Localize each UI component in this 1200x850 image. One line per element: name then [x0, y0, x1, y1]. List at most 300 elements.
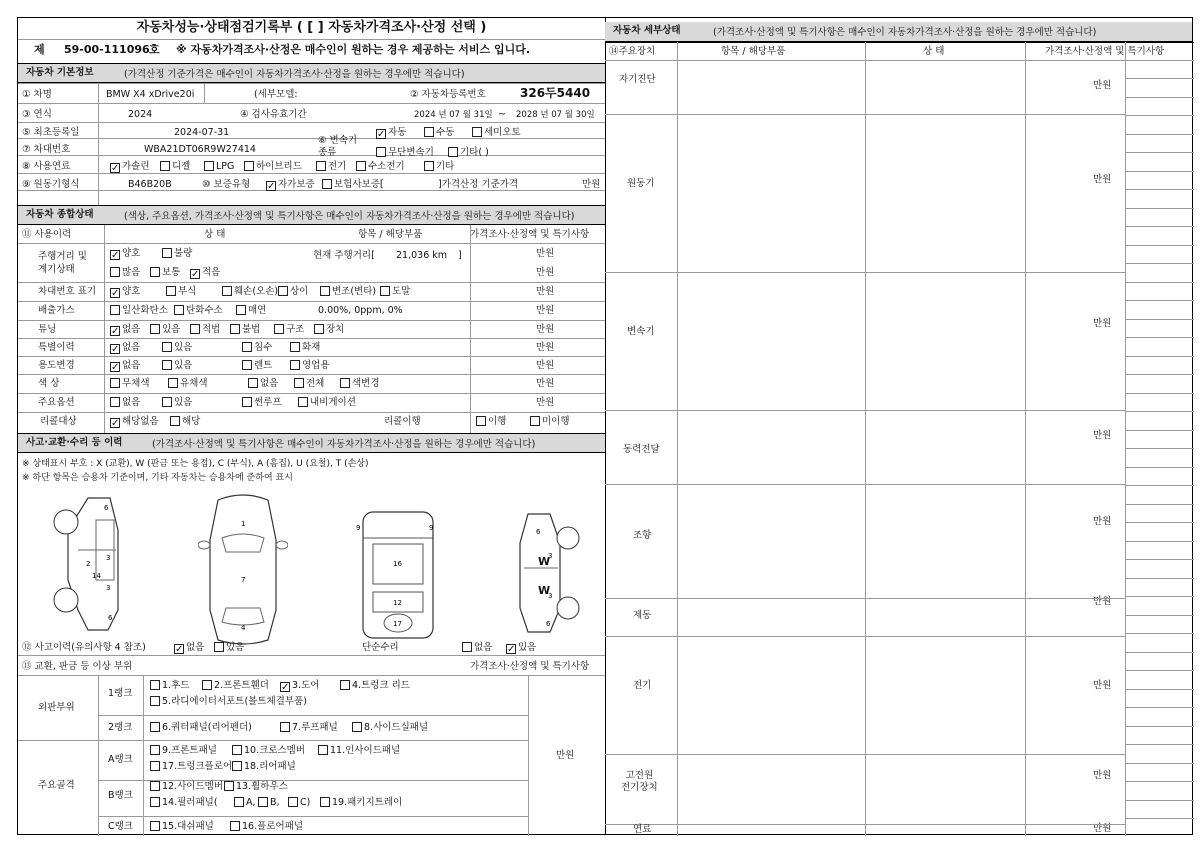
device-group-label: 변속기 [627, 326, 655, 337]
svg-text:12: 12 [393, 599, 402, 607]
rank1-item[interactable] [150, 696, 307, 708]
checkbox[interactable] [166, 286, 176, 296]
summary-option[interactable] [274, 324, 304, 336]
checkbox-label: 무단변속기 [388, 147, 434, 158]
checkbox[interactable] [204, 161, 214, 171]
checkbox[interactable] [150, 781, 160, 791]
rankB-item[interactable] [224, 781, 288, 793]
checkbox[interactable] [174, 305, 184, 315]
vin-label: ⑦ 차대번호 [22, 144, 71, 155]
checkbox[interactable] [314, 324, 324, 334]
detail-model-label: (세부모델: [254, 89, 298, 100]
divider [104, 282, 605, 283]
checkbox[interactable] [162, 360, 172, 370]
divider [1125, 171, 1194, 172]
rankA-item[interactable] [232, 761, 296, 773]
reg-no-value: 326두5440 [520, 86, 591, 100]
summary-row-label: 배출가스 [38, 305, 75, 316]
checkbox[interactable] [162, 397, 172, 407]
checkbox[interactable] [280, 722, 290, 732]
summary-price-unit: 만원 [536, 305, 555, 316]
svg-text:2: 2 [86, 560, 91, 568]
fuel-option[interactable] [424, 161, 454, 173]
divider [1125, 596, 1194, 597]
checkbox-label: 썬루프 [254, 397, 282, 408]
recall-option[interactable] [530, 416, 570, 428]
rankB-item[interactable] [320, 797, 402, 809]
divider [1125, 282, 1194, 283]
rank1-label: 1랭크 [108, 688, 133, 699]
transmission-option[interactable] [376, 147, 434, 159]
checkbox[interactable] [462, 642, 472, 652]
car-frame-diagram [353, 508, 443, 643]
rank2-item[interactable] [280, 722, 338, 734]
summary-option[interactable] [110, 324, 140, 336]
divider [98, 715, 528, 716]
checkbox[interactable]: ✓ [111, 418, 120, 429]
checkbox[interactable]: ✓ [111, 344, 120, 355]
summary-header [18, 205, 605, 225]
checkbox[interactable] [150, 821, 160, 831]
rank2-item[interactable] [150, 722, 252, 734]
checkbox-label: 해당 [182, 416, 201, 427]
divider [18, 740, 98, 741]
checkbox[interactable] [376, 147, 386, 157]
summary-option[interactable] [110, 248, 140, 260]
summary-option[interactable] [190, 324, 220, 336]
checkbox-label: 13.휠하우스 [236, 781, 288, 792]
summary-row-label: 특별이력 [38, 342, 75, 353]
summary-option[interactable] [110, 360, 140, 372]
rankA-item[interactable] [150, 761, 232, 773]
checkbox[interactable] [170, 416, 180, 426]
simple-repair-option[interactable] [506, 642, 536, 654]
divider [98, 816, 528, 817]
checkbox[interactable] [290, 342, 300, 352]
checkbox-label: 무채색 [122, 378, 150, 389]
year-value: 2024 [128, 109, 153, 120]
checkbox[interactable]: ✓ [111, 362, 120, 373]
rankB-item[interactable] [150, 781, 223, 793]
summary-col-status: 상 태 [204, 229, 226, 240]
checkbox[interactable] [290, 360, 300, 370]
summary-option[interactable] [150, 267, 180, 279]
inspection-record-form [17, 17, 1193, 835]
summary-option[interactable] [110, 397, 140, 409]
warranty-label: ⑩ 보증유형 [202, 179, 251, 190]
summary-option[interactable] [110, 416, 159, 428]
checkbox[interactable] [448, 147, 458, 157]
rankB-label: B랭크 [108, 790, 133, 801]
summary-price-unit: 만원 [536, 378, 555, 389]
checkbox-label: 양호 [122, 286, 141, 297]
checkbox-label: 보험사보증[ [334, 179, 384, 190]
summary-option[interactable] [298, 397, 356, 409]
summary-row-label: 차대번호 표기 [38, 286, 97, 297]
detail-header [605, 22, 1192, 42]
summary-option[interactable] [248, 378, 278, 390]
checkbox-label: 상이 [290, 286, 309, 297]
checkbox[interactable] [356, 161, 366, 171]
fuel-option[interactable] [160, 161, 190, 173]
divider [204, 83, 205, 103]
checkbox-label: 4.트렁크 리드 [352, 680, 410, 691]
summary-option[interactable] [110, 378, 150, 390]
divider [1125, 485, 1194, 486]
summary-option[interactable] [314, 324, 344, 336]
simple-repair-label: 단순수리 [362, 642, 399, 653]
checkbox[interactable] [230, 324, 240, 334]
checkbox[interactable] [340, 378, 350, 388]
checkbox-label: 없음 [186, 642, 205, 653]
summary-option[interactable] [190, 267, 220, 279]
checkbox[interactable] [320, 797, 330, 807]
checkbox-label: 미이행 [542, 416, 570, 427]
checkbox[interactable] [202, 680, 212, 690]
checkbox[interactable] [224, 781, 234, 791]
transmission-option[interactable] [472, 127, 521, 139]
device-group-label: 제동 [633, 610, 652, 621]
checkbox[interactable] [476, 416, 486, 426]
rankC-item[interactable] [150, 821, 214, 833]
checkbox[interactable] [472, 127, 482, 137]
checkbox[interactable] [110, 305, 120, 315]
inspect-label: ④ 검사유효기간 [240, 109, 307, 120]
fuel-option[interactable] [244, 161, 302, 173]
checkbox[interactable] [274, 324, 284, 334]
svg-text:3: 3 [548, 552, 553, 560]
svg-text:1: 1 [241, 520, 246, 528]
fuel-option[interactable] [110, 161, 150, 173]
summary-option[interactable] [242, 360, 272, 372]
checkbox[interactable]: ✓ [267, 181, 276, 192]
checkbox[interactable] [214, 642, 224, 652]
svg-text:3: 3 [106, 584, 111, 592]
svg-text:3: 3 [548, 592, 553, 600]
divider [18, 320, 605, 321]
checkbox[interactable] [234, 797, 244, 807]
rank1-item[interactable] [280, 680, 319, 692]
summary-option[interactable] [174, 305, 223, 317]
checkbox[interactable] [150, 324, 160, 334]
summary-option[interactable] [162, 248, 192, 260]
checkbox-label: 자동 [388, 127, 407, 138]
form-no-suffix: 호 [149, 43, 160, 56]
checkbox[interactable] [380, 286, 390, 296]
checkbox[interactable] [222, 286, 232, 296]
rankB-item[interactable] [258, 797, 280, 809]
checkbox[interactable] [230, 821, 240, 831]
checkbox-label: 화재 [302, 342, 321, 353]
divider [1125, 189, 1194, 190]
divider [1125, 726, 1194, 727]
checkbox[interactable] [162, 248, 172, 258]
accident-history-label: ⑫ 사고이력(유의사항 4 참조) [22, 642, 146, 653]
checkbox-label: 렌트 [254, 360, 273, 371]
divider [18, 155, 605, 156]
rankC-item[interactable] [230, 821, 303, 833]
checkbox[interactable] [236, 305, 246, 315]
summary-option[interactable] [290, 360, 330, 372]
rankB-item[interactable] [150, 797, 218, 809]
main-frame-label: 주요골격 [38, 780, 75, 791]
summary-row-label: 튜닝 [38, 324, 57, 335]
checkbox-label: 하이브리드 [256, 161, 302, 172]
rankA-item[interactable] [150, 745, 217, 757]
svg-text:6: 6 [546, 620, 551, 628]
checkbox[interactable] [258, 797, 268, 807]
transmission-label: ⑥ 변속기 종류 [318, 135, 358, 158]
checkbox[interactable] [316, 161, 326, 171]
fuel-label: ⑧ 사용연료 [22, 161, 71, 172]
checkbox[interactable]: ✓ [175, 644, 184, 655]
checkbox-label: 양호 [122, 248, 141, 259]
base-price-label: ]가격산정 기준가격 [438, 179, 519, 190]
checkbox[interactable]: ✓ [377, 129, 386, 140]
checkbox-label: 16.플로어패널 [242, 821, 303, 832]
summary-option[interactable] [230, 324, 260, 336]
warranty-option[interactable] [266, 179, 315, 191]
accident-history-option[interactable] [214, 642, 244, 654]
checkbox[interactable] [150, 722, 160, 732]
summary-option[interactable] [168, 378, 208, 390]
summary-option[interactable] [320, 286, 376, 298]
checkbox[interactable] [110, 397, 120, 407]
checkbox[interactable] [190, 324, 200, 334]
vin-value: WBA21DT06R9W27414 [144, 144, 256, 155]
basic-info-title: 자동차 기본정보 [26, 67, 94, 78]
divider [1125, 652, 1194, 653]
exchange-label: ⑬ 교환, 판금 등 이상 부위 [22, 661, 133, 672]
divider [104, 225, 105, 433]
device-group-label: 조향 [633, 530, 652, 541]
checkbox-label: 구조 [286, 324, 305, 335]
legend-passenger: ※ 하단 항목은 승용차 기준이며, 기타 자동차는 승용차에 준하여 표시 [22, 473, 293, 483]
checkbox[interactable] [150, 761, 160, 771]
checkbox[interactable] [232, 761, 242, 771]
divider [18, 122, 605, 123]
accident-header [18, 433, 605, 453]
detail-price-unit: 만원 [1093, 770, 1112, 781]
checkbox[interactable] [242, 342, 252, 352]
checkbox[interactable] [298, 397, 308, 407]
summary-option[interactable] [162, 397, 192, 409]
summary-option[interactable] [110, 267, 140, 279]
checkbox[interactable] [340, 680, 350, 690]
checkbox[interactable] [424, 127, 434, 137]
checkbox-label: 없음 [122, 342, 141, 353]
rank1-item[interactable] [202, 680, 269, 692]
engine-label: ⑨ 원동기형식 [22, 179, 80, 190]
detail-price-unit: 만원 [1093, 516, 1112, 527]
checkbox[interactable] [424, 161, 434, 171]
fuel-option[interactable] [204, 161, 234, 173]
checkbox[interactable]: ✓ [507, 644, 516, 655]
checkbox[interactable] [248, 378, 258, 388]
device-group-label: 연료 [633, 824, 652, 835]
engine-value: B46B20B [128, 179, 172, 190]
summary-option[interactable] [110, 286, 140, 298]
checkbox[interactable] [288, 797, 298, 807]
checkbox-label: 해당없음 [122, 416, 159, 427]
checkbox-label: 없음 [260, 378, 279, 389]
summary-option[interactable] [236, 305, 266, 317]
summary-option[interactable] [110, 342, 140, 354]
summary-price-unit: 만원 [536, 324, 555, 335]
detail-price-unit: 만원 [1093, 823, 1112, 834]
rankB-item[interactable] [288, 797, 310, 809]
summary-option[interactable] [170, 416, 200, 428]
checkbox[interactable]: ✓ [111, 250, 120, 261]
checkbox[interactable] [168, 378, 178, 388]
divider [18, 338, 605, 339]
summary-option[interactable] [242, 397, 282, 409]
car-name-label: ① 차명 [22, 89, 52, 100]
checkbox[interactable] [150, 680, 160, 690]
divider [98, 675, 99, 836]
transmission-option[interactable] [424, 127, 454, 139]
summary-option[interactable] [110, 305, 168, 317]
summary-option[interactable] [278, 286, 308, 298]
checkbox-label: 수동 [436, 127, 455, 138]
checkbox[interactable]: ✓ [111, 163, 120, 174]
checkbox-label: 장치 [326, 324, 345, 335]
checkbox[interactable] [322, 179, 332, 189]
divider [865, 42, 866, 836]
form-no-value: 59-00-111096 [64, 43, 150, 56]
checkbox-label: 7.루프패널 [292, 722, 338, 733]
warranty-option[interactable] [322, 179, 384, 191]
divider [1125, 670, 1194, 671]
divider [605, 636, 1125, 637]
checkbox[interactable] [318, 745, 328, 755]
summary-price-unit: 만원 [536, 267, 555, 278]
summary-col-history: ⑪ 사용이력 [22, 229, 72, 240]
checkbox-label: 3.도어 [292, 680, 320, 691]
checkbox-label: C) [300, 797, 311, 808]
checkbox-label: 있음 [174, 397, 193, 408]
rank1-item[interactable] [150, 680, 189, 692]
rankA-item[interactable] [232, 745, 305, 757]
rankB-item[interactable] [234, 797, 256, 809]
mileage-label: 주행거리 및 계기상태 [38, 251, 87, 275]
checkbox-label: 도말 [392, 286, 411, 297]
summary-option[interactable] [290, 342, 320, 354]
checkbox-label: 디젤 [172, 161, 191, 172]
checkbox[interactable] [244, 161, 254, 171]
divider [1125, 152, 1194, 153]
divider [18, 393, 605, 394]
checkbox[interactable] [232, 745, 242, 755]
checkbox[interactable] [530, 416, 540, 426]
summary-option[interactable] [294, 378, 324, 390]
svg-text:14: 14 [92, 572, 101, 580]
checkbox-label: 5.라디에이터서포트(볼트체결부품) [162, 696, 307, 707]
exchange-price-label: 가격조사·산정액 및 특기사항 [470, 661, 590, 672]
summary-price-unit: 만원 [536, 286, 555, 297]
checkbox-label: 변조(변타) [332, 286, 377, 297]
first-reg-label: ⑤ 최초등록일 [22, 127, 80, 138]
checkbox-label: 불법 [242, 324, 261, 335]
rank1-item[interactable] [340, 680, 410, 692]
checkbox[interactable] [242, 397, 252, 407]
first-reg-value: 2024-07-31 [174, 127, 230, 138]
checkbox[interactable] [150, 797, 160, 807]
rankA-item[interactable] [318, 745, 400, 757]
summary-col-item: 항목 / 해당부품 [358, 229, 423, 240]
summary-option[interactable] [162, 342, 192, 354]
simple-repair-option[interactable] [462, 642, 492, 654]
checkbox[interactable] [150, 745, 160, 755]
checkbox-label: 탄화수소 [186, 305, 223, 316]
rank2-item[interactable] [352, 722, 428, 734]
summary-option[interactable] [166, 286, 196, 298]
checkbox[interactable]: ✓ [111, 288, 120, 299]
summary-option[interactable] [222, 286, 278, 298]
left-column [18, 18, 606, 834]
checkbox[interactable] [150, 267, 160, 277]
detail-col-item: 항목 / 해당부품 [721, 46, 786, 57]
divider [1125, 115, 1194, 116]
divider [1125, 337, 1194, 338]
divider [1125, 578, 1194, 579]
divider [1125, 134, 1194, 135]
svg-text:6: 6 [104, 504, 109, 512]
summary-option[interactable] [162, 360, 192, 372]
summary-col-price: 가격조사·산정액 및 특기사항 [470, 229, 590, 240]
fuel-option[interactable] [356, 161, 405, 173]
checkbox[interactable] [162, 342, 172, 352]
checkbox[interactable]: ✓ [111, 326, 120, 337]
checkbox[interactable] [352, 722, 362, 732]
checkbox[interactable] [160, 161, 170, 171]
summary-option[interactable] [340, 378, 380, 390]
checkbox[interactable] [320, 286, 330, 296]
checkbox[interactable] [294, 378, 304, 388]
checkbox[interactable] [242, 360, 252, 370]
svg-text:16: 16 [393, 560, 402, 568]
divider [143, 675, 144, 836]
checkbox[interactable]: ✓ [191, 269, 200, 280]
divider [1125, 374, 1194, 375]
svg-text:6: 6 [108, 614, 113, 622]
service-notice: ※ 자동차가격조사·산정은 매수인이 원하는 경우 제공하는 서비스 입니다. [176, 43, 531, 56]
device-group-label: 동력전달 [623, 444, 660, 455]
fuel-option[interactable] [316, 161, 346, 173]
summary-option[interactable] [150, 324, 180, 336]
svg-text:6: 6 [536, 528, 541, 536]
transmission-option[interactable] [448, 147, 489, 159]
svg-text:3: 3 [106, 554, 111, 562]
accident-history-option[interactable] [174, 642, 204, 654]
checkbox[interactable] [150, 696, 160, 706]
mileage-close: ] [458, 250, 462, 261]
checkbox[interactable]: ✓ [281, 682, 290, 693]
checkbox[interactable] [110, 378, 120, 388]
accident-title: 사고·교환·수리 등 이력 [26, 437, 123, 448]
summary-option[interactable] [380, 286, 410, 298]
checkbox[interactable] [278, 286, 288, 296]
summary-option[interactable] [242, 342, 272, 354]
recall-option[interactable] [476, 416, 506, 428]
checkbox-label: 18.리어패널 [244, 761, 296, 772]
divider [18, 675, 605, 676]
checkbox-label: 없음 [122, 397, 141, 408]
transmission-option[interactable] [376, 127, 406, 139]
rankC-label: C랭크 [108, 821, 133, 832]
checkbox[interactable] [110, 267, 120, 277]
device-group-label: 전기 [633, 680, 652, 691]
